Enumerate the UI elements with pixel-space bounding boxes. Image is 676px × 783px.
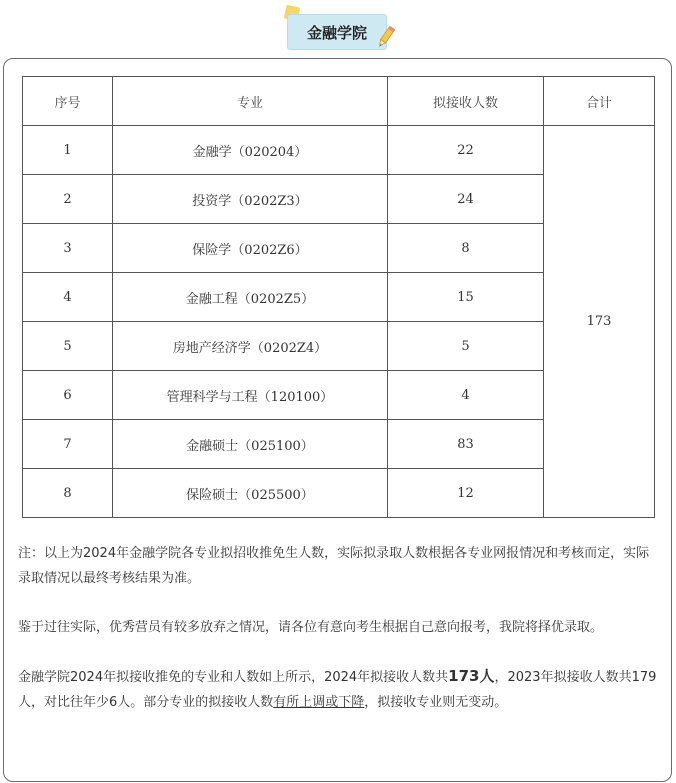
header-major: 专业 <box>113 77 388 126</box>
cell-count: 12 <box>388 469 544 518</box>
summary-underlined-text: 有所上调或下降 <box>273 695 365 710</box>
page-title: 金融学院 <box>287 14 387 50</box>
cell-no: 2 <box>23 175 113 224</box>
summary-text: ，拟接收专业则无变动。 <box>364 695 508 710</box>
cell-count: 24 <box>388 175 544 224</box>
table-header-row <box>23 77 655 126</box>
pencil-icon <box>377 24 395 50</box>
note-summary <box>18 664 662 715</box>
cell-major: 管理科学与工程（120100） <box>113 371 388 420</box>
cell-no: 1 <box>23 126 113 175</box>
summary-text: ，2023年拟接收人数共179人，对比往年少6人。部分专业的拟接收人数 <box>18 670 657 710</box>
header-no: 序号 <box>23 77 113 126</box>
summary-highlight-total: 173人 <box>448 667 495 685</box>
cell-major: 保险硕士（025500） <box>113 469 388 518</box>
title-tag <box>285 6 397 46</box>
cell-no: 5 <box>23 322 113 371</box>
cell-no: 3 <box>23 224 113 273</box>
cell-major: 保险学（0202Z6） <box>113 224 388 273</box>
note-disclaimer: 注：以上为2024年金融学院各专业拟招收推免生人数，实际拟录取人数根据各专业网报情况和考核而定，实际录取情况以最终考核结果为准。 <box>18 546 650 586</box>
cell-no: 7 <box>23 420 113 469</box>
cell-count: 22 <box>388 126 544 175</box>
header-total: 合计 <box>544 77 655 126</box>
cell-count: 83 <box>388 420 544 469</box>
table-row <box>23 126 655 175</box>
cell-count: 4 <box>388 371 544 420</box>
cell-total: 173 <box>544 126 655 518</box>
cell-no: 4 <box>23 273 113 322</box>
cell-major: 房地产经济学（0202Z4） <box>113 322 388 371</box>
cell-count: 15 <box>388 273 544 322</box>
cell-no: 8 <box>23 469 113 518</box>
summary-text: 金融学院2024年拟接收推免的专业和人数如上所示，2024年拟接收人数共 <box>18 670 449 685</box>
header-count: 拟接收人数 <box>388 77 544 126</box>
note-advice: 鉴于过往实际，优秀营员有较多放弃之情况，请各位有意向考生根据自己意向报考，我院将择优录取。 <box>18 620 604 635</box>
cell-count: 8 <box>388 224 544 273</box>
cell-count: 5 <box>388 322 544 371</box>
enrollment-table <box>22 76 655 518</box>
notes-section <box>18 541 662 715</box>
cell-major: 金融硕士（025100） <box>113 420 388 469</box>
cell-major: 金融学（020204） <box>113 126 388 175</box>
cell-major: 金融工程（0202Z5） <box>113 273 388 322</box>
cell-major: 投资学（0202Z3） <box>113 175 388 224</box>
cell-no: 6 <box>23 371 113 420</box>
